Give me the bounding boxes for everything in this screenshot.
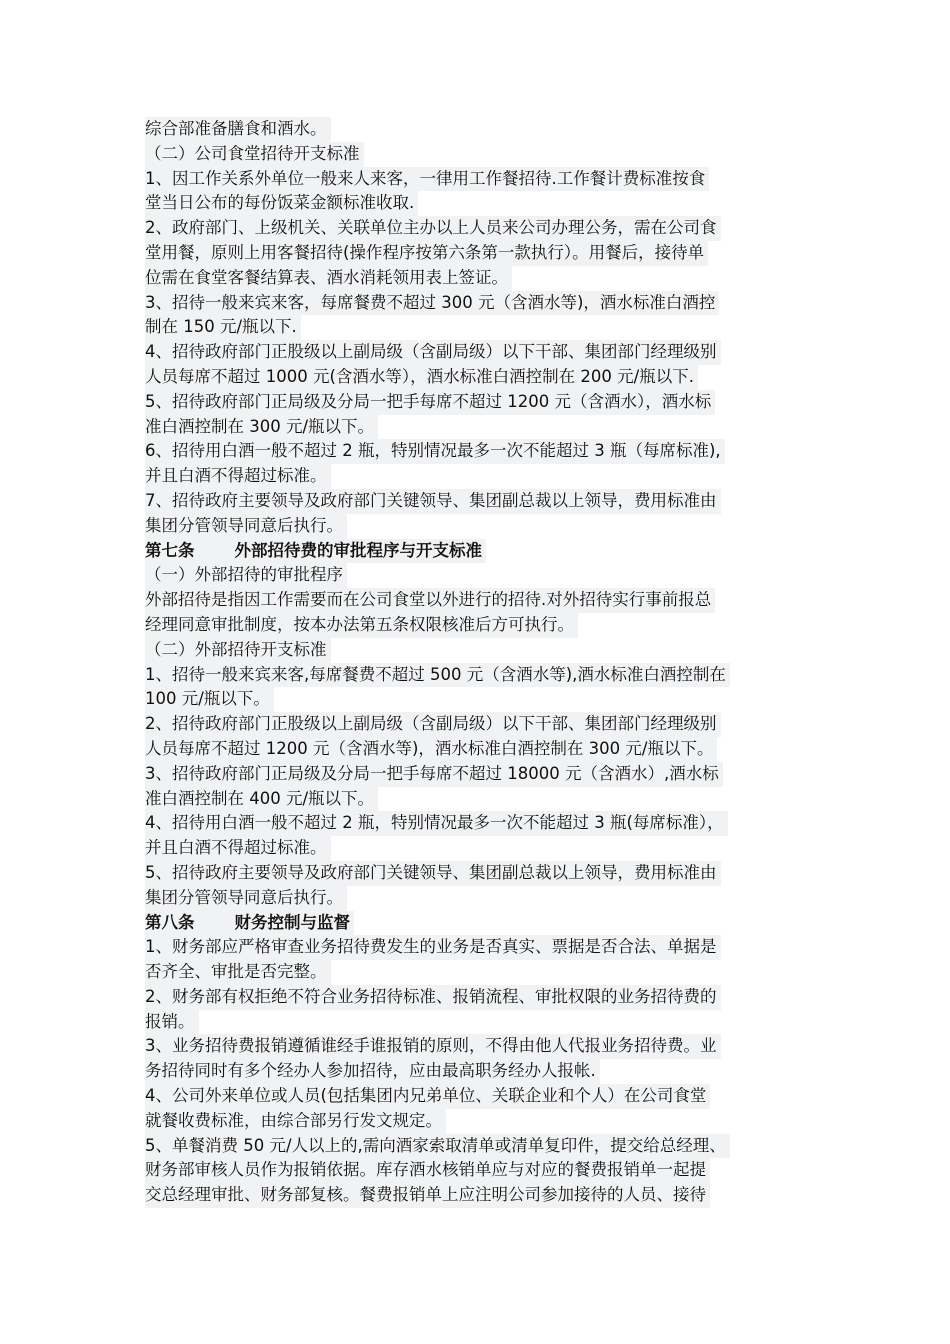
paragraph-line: 3、业务招待费报销遵循谁经手谁报销的原则，不得由他人代报业务招待费。业 [145,1034,721,1059]
article-8-heading [145,911,354,936]
paragraph-line: 财务部审核人员作为报销依据。库存酒水核销单应与对应的餐费报销单一起提 [145,1158,710,1183]
paragraph-line: 1、财务部应严格审查业务招待费发生的业务是否真实、票据是否合法、单据是 [145,935,721,960]
paragraph-line: 综合部准备膳食和酒水。 [145,117,331,142]
paragraph-line: 2、财务部有权拒绝不符合业务招待标准、报销流程、审批权限的业务招待费的 [145,985,721,1010]
paragraph-line: 1、因工作关系外单位一般来人来客，一律用工作餐招待.工作餐计费标准按食 [145,167,709,192]
document-body [145,117,813,1208]
paragraph-line: 4、招待用白酒一般不超过 2 瓶，特别情况最多一次不能超过 3 瓶(每席标准）， [145,811,728,836]
paragraph-line: 100 元/瓶以下。 [145,687,274,712]
paragraph-line: 就餐收费标准，由综合部另行发文规定。 [145,1109,446,1134]
article-8-number: 第八条 [145,912,195,932]
paragraph-line: 准白酒控制在 300 元/瓶以下。 [145,415,378,440]
paragraph-line: 报销。 [145,1010,199,1035]
paragraph-line: 4、招待政府部门正股级以上副局级（含副局级）以下干部、集团部门经理级别 [145,340,721,365]
paragraph-line: 6、招待用白酒一般不超过 2 瓶，特别情况最多一次不能超过 3 瓶（每席标准), [145,439,725,464]
paragraph-line: 否齐全、审批是否完整。 [145,960,331,985]
paragraph-line: 经理同意审批制度，按本办法第五条权限核准后方可执行。 [145,613,578,638]
article-7-number: 第七条 [145,540,195,560]
section-subheading: （一）外部招待的审批程序 [145,563,347,588]
paragraph-line: 5、招待政府部门正局级及分局一把手每席不超过 1200 元（含酒水），酒水标 [145,390,715,415]
paragraph-line: 并且白酒不得超过标准。 [145,836,331,861]
article-7-heading [145,539,486,564]
paragraph-line: 3、招待政府部门正局级及分局一把手每席不超过 18000 元（含酒水）,酒水标 [145,762,723,787]
paragraph-line: 人员每席不超过 1200 元（含酒水等)，酒水标准白酒控制在 300 元/瓶以下。 [145,737,717,762]
paragraph-line: 7、招待政府主要领导及政府部门关键领导、集团副总裁以上领导，费用标准由 [145,489,721,514]
article-8-title: 财务控制与监督 [234,912,350,932]
paragraph-line: 位需在食堂客餐结算表、酒水消耗领用表上签证。 [145,266,512,291]
paragraph-line: 集团分管领导同意后执行。 [145,514,347,539]
paragraph-line: 准白酒控制在 400 元/瓶以下。 [145,787,378,812]
paragraph-line: 2、招待政府部门正股级以上副局级（含副局级）以下干部、集团部门经理级别 [145,712,721,737]
paragraph-line: 2、政府部门、上级机关、关联单位主办以上人员来公司办理公务，需在公司食 [145,216,721,241]
paragraph-line: 人员每席不超过 1000 元(含酒水等），酒水标准白酒控制在 200 元/瓶以下. [145,365,698,390]
paragraph-line: 集团分管领导同意后执行。 [145,886,347,911]
section-subheading: （二）公司食堂招待开支标准 [145,142,364,167]
paragraph-line: 务招待同时有多个经办人参加招待，应由最高职务经办人报帐. [145,1059,600,1084]
paragraph-line: 外部招待是指因工作需要而在公司食堂以外进行的招待.对外招待实行事前报总 [145,588,715,613]
paragraph-line: 1、招待一般来宾来客,每席餐费不超过 500 元（含酒水等),酒水标准白酒控制在 [145,663,730,688]
article-7-title: 外部招待费的审批程序与开支标准 [234,540,482,560]
paragraph-line: 交总经理审批、财务部复核。餐费报销单上应注明公司参加接待的人员、接待 [145,1183,710,1208]
paragraph-line: 并且白酒不得超过标准。 [145,464,331,489]
paragraph-line: 5、招待政府主要领导及政府部门关键领导、集团副总裁以上领导，费用标准由 [145,861,721,886]
paragraph-line: 5、单餐消费 50 元/人以上的,需向酒家索取清单或清单复印件，提交给总经理、 [145,1134,730,1159]
paragraph-line: 堂用餐，原则上用客餐招待(操作程序按第六条第一款执行）。用餐后，接待单 [145,241,708,266]
paragraph-line: 4、公司外来单位或人员(包括集团内兄弟单位、关联企业和个人）在公司食堂 [145,1084,710,1109]
paragraph-line: 3、招待一般来宾来客，每席餐费不超过 300 元（含酒水等)，酒水标准白酒控 [145,291,719,316]
paragraph-line: 制在 150 元/瓶以下. [145,315,301,340]
section-subheading: （二）外部招待开支标准 [145,638,331,663]
paragraph-line: 堂当日公布的每份饭菜金额标准收取. [145,191,418,216]
